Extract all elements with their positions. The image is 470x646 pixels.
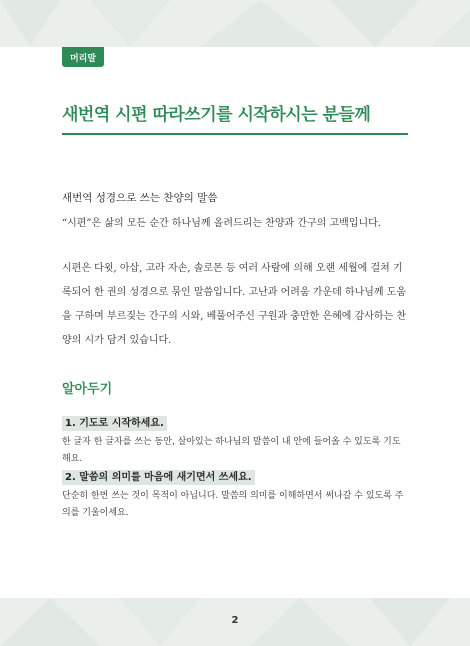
body-paragraph [62,257,408,353]
top-band-pattern [0,0,470,47]
page-title: 새번역 시편 따라쓰기를 시작하시는 분들께 [62,105,371,125]
subheading: 새번역 성경으로 쓰는 찬양의 말씀 [62,192,218,204]
intro-text: “시편”은 삶의 모든 순간 하나님께 올려드리는 찬양과 간구의 고백입니다. [62,218,381,229]
tip-2-label: 2. 말씀의 의미를 마음에 새기면서 쓰세요. [62,470,255,485]
page-number: 2 [231,615,239,626]
paragraph-line: 양의 시가 담겨 있습니다. [62,335,172,346]
top-decorative-band [0,0,470,47]
title-divider [62,133,408,135]
paragraph-line: 을 구하며 부르짖는 간구의 시와, 베풀어주신 구원과 충만한 은혜에 감사하는 찬 [62,311,407,322]
section-title: 알아두기 [62,382,113,397]
paragraph-line: 록되어 한 권의 성경으로 묶인 말씀입니다. 고난과 어려움 가운데 하나님께 도움 [62,287,407,298]
paragraph-line: 시편은 다윗, 아삽, 고라 자손, 솔로몬 등 여러 사람에 의해 오랜 세월에 걸쳐 기 [62,263,403,274]
tip-2-text: 단순히 한번 쓰는 것이 목적이 아닙니다. 말씀의 의미를 이해하면서 써나갈 수 있도록 주의를 기울이세요. [62,491,404,518]
preface-tag: 머리말 [62,47,104,67]
tip-1-label: 1. 기도로 시작하세요. [62,416,167,431]
tip-1-text: 한 글자 한 글자를 쓰는 동안, 살아있는 하나님의 말씀이 내 안에 들어올 수 있도록 기도해요. [62,437,401,464]
